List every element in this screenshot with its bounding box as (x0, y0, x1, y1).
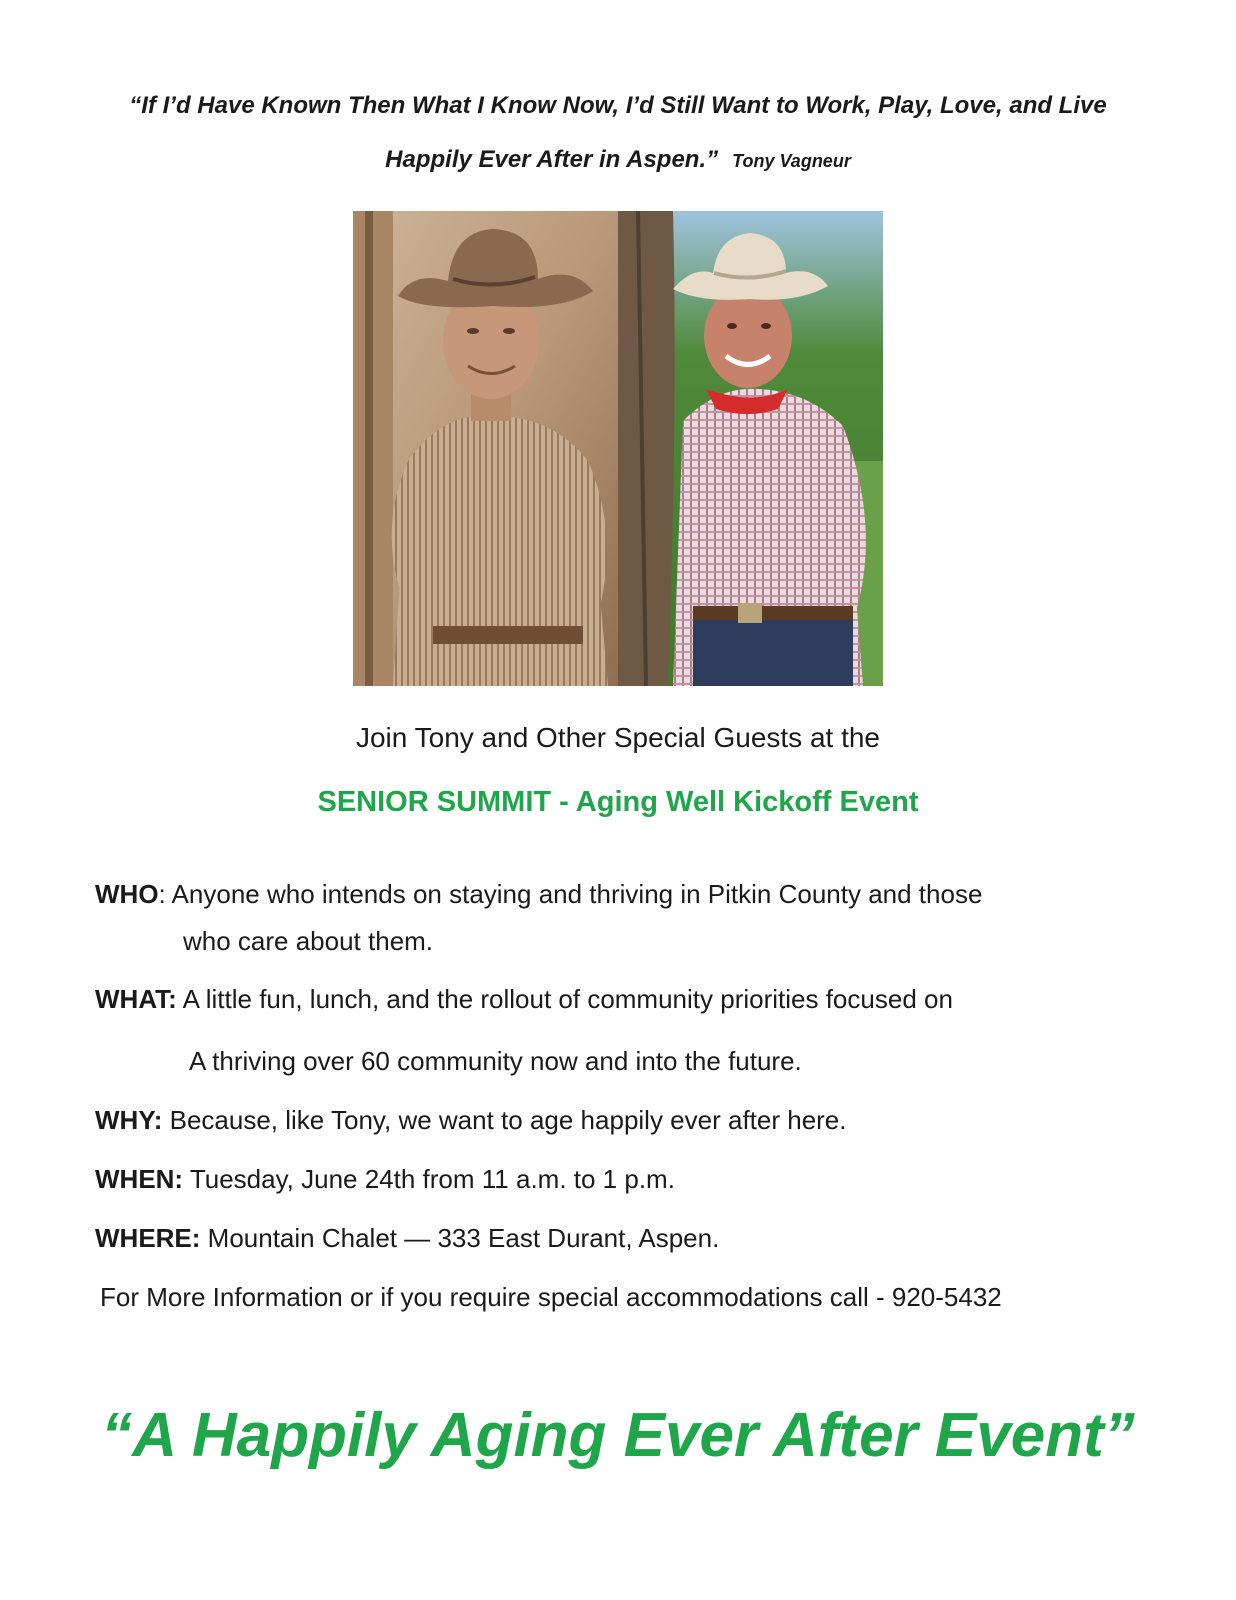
quote-line-2-text: Happily Ever After in Aspen.” (385, 146, 719, 173)
who-label: WHO (95, 879, 159, 909)
photo-pair (353, 211, 883, 686)
contact-line: For More Information or if you require special accommodations call - 920-5432 (100, 1282, 1002, 1312)
why-text: Because, like Tony, we want to age happily ever after here. (162, 1105, 847, 1135)
when-line (95, 1164, 675, 1194)
why-line (95, 1105, 847, 1135)
older-cowboy-photo (618, 211, 883, 686)
where-line (95, 1223, 719, 1253)
quote-author: Tony Vagneur (732, 151, 851, 171)
footer-slogan: “A Happily Aging Ever After Event” (101, 1401, 1135, 1470)
what-line (95, 984, 953, 1014)
who-text: : Anyone who intends on staying and thriving in Pitkin County and those (158, 879, 983, 909)
what-label: WHAT: (95, 984, 177, 1014)
event-title: SENIOR SUMMIT - Aging Well Kickoff Event (317, 786, 919, 818)
why-label: WHY: (95, 1105, 163, 1135)
what-text: A little fun, lunch, and the rollout of community priorities focused on (176, 984, 953, 1014)
what-continuation: A thriving over 60 community now and into the future. (189, 1046, 802, 1076)
who-continuation: who care about them. (183, 926, 434, 956)
when-text: Tuesday, June 24th from 11 a.m. to 1 p.m. (183, 1164, 675, 1194)
quote-line-1: “If I’d Have Known Then What I Know Now, I’d Still Want to Work, Play, Love, and Live (129, 92, 1107, 119)
where-text: Mountain Chalet — 333 East Durant, Aspen. (200, 1223, 720, 1253)
where-label: WHERE: (95, 1223, 201, 1253)
quote-line-2 (0, 146, 1236, 174)
who-line (95, 879, 1135, 909)
when-label: WHEN: (95, 1164, 184, 1194)
invite-line: Join Tony and Other Special Guests at the (355, 722, 880, 753)
young-cowboy-photo (353, 211, 618, 686)
